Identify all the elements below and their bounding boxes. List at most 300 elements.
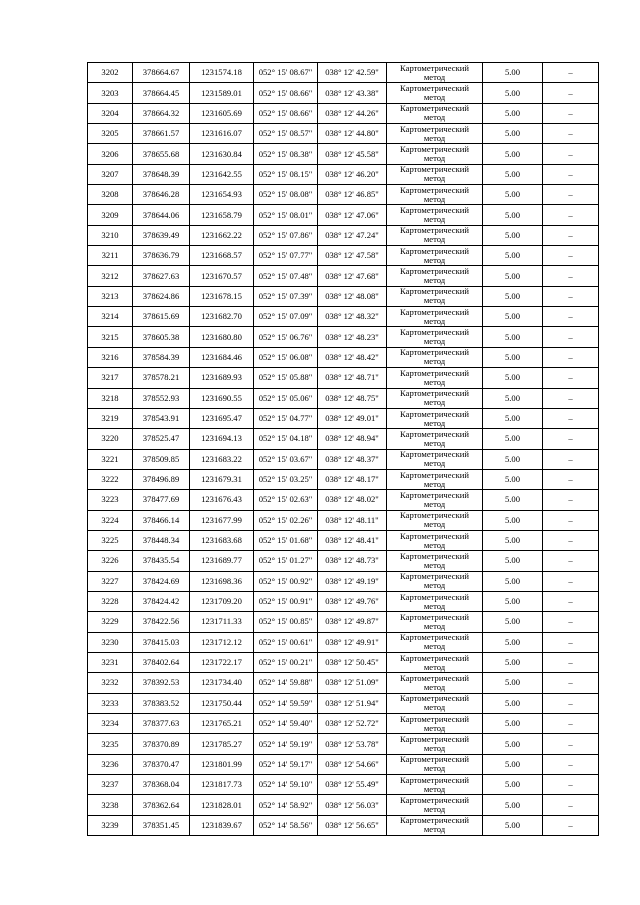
- method-text: метод: [423, 173, 446, 184]
- table-row: [88, 551, 599, 571]
- longitude-cell: 038° 12' 44.80": [318, 124, 387, 144]
- longitude-cell: 038° 12' 48.02": [318, 490, 387, 510]
- note-cell: –: [543, 347, 599, 367]
- table-row: [88, 327, 599, 347]
- point-number-cell: 3232: [88, 673, 133, 693]
- x-coordinate-cell: 378402.64: [133, 652, 190, 672]
- accuracy-cell: 5.00: [483, 815, 543, 835]
- x-coordinate-cell: 378509.85: [133, 449, 190, 469]
- y-coordinate-cell: 1231839.67: [190, 815, 254, 835]
- method-cell: [387, 673, 483, 693]
- note-cell: –: [543, 795, 599, 815]
- accuracy-cell: 5.00: [483, 185, 543, 205]
- longitude-cell: 038° 12' 48.75": [318, 388, 387, 408]
- note-cell: –: [543, 388, 599, 408]
- method-cell: [387, 693, 483, 713]
- point-number-cell: 3221: [88, 449, 133, 469]
- y-coordinate-cell: 1231670.57: [190, 266, 254, 286]
- latitude-cell: 052° 14' 59.40": [254, 714, 318, 734]
- latitude-cell: 052° 15' 02.26": [254, 510, 318, 530]
- longitude-cell: 038° 12' 48.73": [318, 551, 387, 571]
- x-coordinate-cell: 378584.39: [133, 347, 190, 367]
- y-coordinate-cell: 1231750.44: [190, 693, 254, 713]
- point-number-cell: 3204: [88, 103, 133, 123]
- note-cell: –: [543, 673, 599, 693]
- method-cell: [387, 388, 483, 408]
- x-coordinate-cell: 378448.34: [133, 530, 190, 550]
- note-cell: –: [543, 449, 599, 469]
- longitude-cell: 038° 12' 48.08": [318, 286, 387, 306]
- method-text: метод: [423, 295, 446, 306]
- method-text: метод: [423, 356, 446, 367]
- note-cell: –: [543, 591, 599, 611]
- method-cell: [387, 775, 483, 795]
- latitude-cell: 052° 15' 06.08": [254, 347, 318, 367]
- accuracy-cell: 5.00: [483, 693, 543, 713]
- method-text: Картометрический: [400, 205, 469, 216]
- method-text: метод: [423, 478, 446, 489]
- method-text: метод: [423, 214, 446, 225]
- table-row: [88, 571, 599, 591]
- table-row: [88, 734, 599, 754]
- accuracy-cell: 5.00: [483, 449, 543, 469]
- latitude-cell: 052° 14' 58.92": [254, 795, 318, 815]
- accuracy-cell: 5.00: [483, 103, 543, 123]
- x-coordinate-cell: 378525.47: [133, 429, 190, 449]
- latitude-cell: 052° 15' 03.67": [254, 449, 318, 469]
- method-text: Картометрический: [400, 347, 469, 358]
- note-cell: –: [543, 429, 599, 449]
- accuracy-cell: 5.00: [483, 388, 543, 408]
- latitude-cell: 052° 15' 01.27": [254, 551, 318, 571]
- accuracy-cell: 5.00: [483, 551, 543, 571]
- table-row: [88, 673, 599, 693]
- table-row: [88, 368, 599, 388]
- method-cell: [387, 327, 483, 347]
- latitude-cell: 052° 15' 08.01": [254, 205, 318, 225]
- y-coordinate-cell: 1231662.22: [190, 225, 254, 245]
- method-text: Картометрический: [400, 693, 469, 704]
- method-cell: [387, 83, 483, 103]
- point-number-cell: 3212: [88, 266, 133, 286]
- table-row: [88, 510, 599, 530]
- x-coordinate-cell: 378578.21: [133, 368, 190, 388]
- y-coordinate-cell: 1231684.46: [190, 347, 254, 367]
- x-coordinate-cell: 378368.04: [133, 775, 190, 795]
- y-coordinate-cell: 1231734.40: [190, 673, 254, 693]
- latitude-cell: 052° 15' 04.18": [254, 429, 318, 449]
- longitude-cell: 038° 12' 48.94": [318, 429, 387, 449]
- point-number-cell: 3203: [88, 83, 133, 103]
- table-row: [88, 388, 599, 408]
- point-number-cell: 3230: [88, 632, 133, 652]
- longitude-cell: 038° 12' 47.58": [318, 246, 387, 266]
- table-row: [88, 103, 599, 123]
- x-coordinate-cell: 378351.45: [133, 815, 190, 835]
- x-coordinate-cell: 378424.42: [133, 591, 190, 611]
- y-coordinate-cell: 1231695.47: [190, 408, 254, 428]
- longitude-cell: 038° 12' 46.85": [318, 185, 387, 205]
- latitude-cell: 052° 15' 08.67": [254, 63, 318, 83]
- latitude-cell: 052° 15' 06.76": [254, 327, 318, 347]
- method-text: Картометрический: [400, 571, 469, 582]
- point-number-cell: 3207: [88, 164, 133, 184]
- table-row: [88, 408, 599, 428]
- y-coordinate-cell: 1231694.13: [190, 429, 254, 449]
- method-text: Картометрический: [400, 286, 469, 297]
- accuracy-cell: 5.00: [483, 225, 543, 245]
- point-number-cell: 3206: [88, 144, 133, 164]
- accuracy-cell: 5.00: [483, 286, 543, 306]
- latitude-cell: 052° 15' 00.92": [254, 571, 318, 591]
- accuracy-cell: 5.00: [483, 205, 543, 225]
- longitude-cell: 038° 12' 48.71": [318, 368, 387, 388]
- method-text: метод: [423, 702, 446, 713]
- longitude-cell: 038° 12' 49.87": [318, 612, 387, 632]
- latitude-cell: 052° 15' 04.77": [254, 408, 318, 428]
- longitude-cell: 038° 12' 54.66": [318, 754, 387, 774]
- y-coordinate-cell: 1231642.55: [190, 164, 254, 184]
- method-text: Картометрический: [400, 266, 469, 277]
- method-text: Картометрический: [400, 225, 469, 236]
- latitude-cell: 052° 15' 00.21": [254, 652, 318, 672]
- note-cell: –: [543, 307, 599, 327]
- method-cell: [387, 754, 483, 774]
- longitude-cell: 038° 12' 42.59": [318, 63, 387, 83]
- method-text: Картометрический: [400, 795, 469, 806]
- method-cell: [387, 530, 483, 550]
- method-cell: [387, 469, 483, 489]
- method-cell: [387, 551, 483, 571]
- note-cell: –: [543, 144, 599, 164]
- y-coordinate-cell: 1231785.27: [190, 734, 254, 754]
- longitude-cell: 038° 12' 49.91": [318, 632, 387, 652]
- longitude-cell: 038° 12' 49.19": [318, 571, 387, 591]
- method-cell: [387, 652, 483, 672]
- point-number-cell: 3236: [88, 754, 133, 774]
- method-cell: [387, 591, 483, 611]
- method-text: метод: [423, 234, 446, 245]
- latitude-cell: 052° 14' 59.17": [254, 754, 318, 774]
- longitude-cell: 038° 12' 43.38": [318, 83, 387, 103]
- table-row: [88, 307, 599, 327]
- latitude-cell: 052° 15' 07.48": [254, 266, 318, 286]
- method-text: метод: [423, 824, 446, 835]
- latitude-cell: 052° 15' 08.38": [254, 144, 318, 164]
- note-cell: –: [543, 205, 599, 225]
- method-text: метод: [423, 132, 446, 143]
- point-number-cell: 3220: [88, 429, 133, 449]
- latitude-cell: 052° 14' 58.56": [254, 815, 318, 835]
- accuracy-cell: 5.00: [483, 652, 543, 672]
- method-cell: [387, 510, 483, 530]
- x-coordinate-cell: 378424.69: [133, 571, 190, 591]
- longitude-cell: 038° 12' 55.49": [318, 775, 387, 795]
- note-cell: –: [543, 815, 599, 835]
- method-text: Картометрический: [400, 591, 469, 602]
- point-number-cell: 3209: [88, 205, 133, 225]
- table-row: [88, 246, 599, 266]
- latitude-cell: 052° 15' 07.09": [254, 307, 318, 327]
- x-coordinate-cell: 378383.52: [133, 693, 190, 713]
- method-text: Картометрический: [400, 469, 469, 480]
- note-cell: –: [543, 124, 599, 144]
- method-text: метод: [423, 153, 446, 164]
- x-coordinate-cell: 378655.68: [133, 144, 190, 164]
- method-cell: [387, 63, 483, 83]
- longitude-cell: 038° 12' 47.24": [318, 225, 387, 245]
- latitude-cell: 052° 15' 03.25": [254, 469, 318, 489]
- method-cell: [387, 815, 483, 835]
- x-coordinate-cell: 378370.47: [133, 754, 190, 774]
- longitude-cell: 038° 12' 49.01": [318, 408, 387, 428]
- note-cell: –: [543, 530, 599, 550]
- longitude-cell: 038° 12' 47.68": [318, 266, 387, 286]
- x-coordinate-cell: 378646.28: [133, 185, 190, 205]
- accuracy-cell: 5.00: [483, 490, 543, 510]
- note-cell: –: [543, 286, 599, 306]
- latitude-cell: 052° 15' 07.77": [254, 246, 318, 266]
- method-text: Картометрический: [400, 774, 469, 785]
- longitude-cell: 038° 12' 48.23": [318, 327, 387, 347]
- point-number-cell: 3239: [88, 815, 133, 835]
- note-cell: –: [543, 266, 599, 286]
- table-row: [88, 83, 599, 103]
- note-cell: –: [543, 652, 599, 672]
- point-number-cell: 3211: [88, 246, 133, 266]
- point-number-cell: 3213: [88, 286, 133, 306]
- table-row: [88, 225, 599, 245]
- x-coordinate-cell: 378664.32: [133, 103, 190, 123]
- table-row: [88, 714, 599, 734]
- method-cell: [387, 347, 483, 367]
- method-cell: [387, 408, 483, 428]
- method-text: Картометрический: [400, 306, 469, 317]
- method-text: Картометрический: [400, 815, 469, 826]
- latitude-cell: 052° 15' 05.88": [254, 368, 318, 388]
- y-coordinate-cell: 1231683.68: [190, 530, 254, 550]
- y-coordinate-cell: 1231689.93: [190, 368, 254, 388]
- note-cell: –: [543, 490, 599, 510]
- x-coordinate-cell: 378615.69: [133, 307, 190, 327]
- accuracy-cell: 5.00: [483, 795, 543, 815]
- longitude-cell: 038° 12' 48.17": [318, 469, 387, 489]
- method-text: Картометрический: [400, 489, 469, 500]
- x-coordinate-cell: 378661.57: [133, 124, 190, 144]
- longitude-cell: 038° 12' 47.06": [318, 205, 387, 225]
- table-row: [88, 490, 599, 510]
- method-text: Картометрический: [400, 83, 469, 94]
- method-text: Картометрический: [400, 652, 469, 663]
- y-coordinate-cell: 1231689.77: [190, 551, 254, 571]
- y-coordinate-cell: 1231616.07: [190, 124, 254, 144]
- accuracy-cell: 5.00: [483, 83, 543, 103]
- table-row: [88, 164, 599, 184]
- point-number-cell: 3223: [88, 490, 133, 510]
- method-cell: [387, 185, 483, 205]
- method-text: метод: [423, 397, 446, 408]
- note-cell: –: [543, 734, 599, 754]
- y-coordinate-cell: 1231680.80: [190, 327, 254, 347]
- x-coordinate-cell: 378477.69: [133, 490, 190, 510]
- method-text: Картометрический: [400, 449, 469, 460]
- method-text: метод: [423, 519, 446, 530]
- method-text: Картометрический: [400, 428, 469, 439]
- note-cell: –: [543, 754, 599, 774]
- table-row: [88, 347, 599, 367]
- x-coordinate-cell: 378644.06: [133, 205, 190, 225]
- y-coordinate-cell: 1231683.22: [190, 449, 254, 469]
- y-coordinate-cell: 1231679.31: [190, 469, 254, 489]
- accuracy-cell: 5.00: [483, 368, 543, 388]
- longitude-cell: 038° 12' 52.72": [318, 714, 387, 734]
- y-coordinate-cell: 1231711.33: [190, 612, 254, 632]
- table-row: [88, 612, 599, 632]
- accuracy-cell: 5.00: [483, 673, 543, 693]
- table-row: [88, 286, 599, 306]
- point-number-cell: 3238: [88, 795, 133, 815]
- method-cell: [387, 795, 483, 815]
- method-text: Картометрический: [400, 327, 469, 338]
- method-text: Картометрический: [400, 530, 469, 541]
- method-text: Картометрический: [400, 672, 469, 683]
- latitude-cell: 052° 14' 59.10": [254, 775, 318, 795]
- y-coordinate-cell: 1231698.36: [190, 571, 254, 591]
- latitude-cell: 052° 14' 59.59": [254, 693, 318, 713]
- accuracy-cell: 5.00: [483, 571, 543, 591]
- method-cell: [387, 734, 483, 754]
- latitude-cell: 052° 15' 07.86": [254, 225, 318, 245]
- point-number-cell: 3235: [88, 734, 133, 754]
- method-text: метод: [423, 580, 446, 591]
- method-text: Картометрический: [400, 144, 469, 155]
- method-cell: [387, 266, 483, 286]
- note-cell: –: [543, 164, 599, 184]
- latitude-cell: 052° 15' 07.39": [254, 286, 318, 306]
- latitude-cell: 052° 15' 08.15": [254, 164, 318, 184]
- note-cell: –: [543, 408, 599, 428]
- point-number-cell: 3216: [88, 347, 133, 367]
- x-coordinate-cell: 378639.49: [133, 225, 190, 245]
- table-row: [88, 185, 599, 205]
- longitude-cell: 038° 12' 46.20": [318, 164, 387, 184]
- point-number-cell: 3210: [88, 225, 133, 245]
- longitude-cell: 038° 12' 51.09": [318, 673, 387, 693]
- accuracy-cell: 5.00: [483, 714, 543, 734]
- accuracy-cell: 5.00: [483, 775, 543, 795]
- note-cell: –: [543, 612, 599, 632]
- y-coordinate-cell: 1231690.55: [190, 388, 254, 408]
- method-text: метод: [423, 71, 446, 82]
- x-coordinate-cell: 378664.45: [133, 83, 190, 103]
- accuracy-cell: 5.00: [483, 144, 543, 164]
- method-cell: [387, 490, 483, 510]
- note-cell: –: [543, 63, 599, 83]
- y-coordinate-cell: 1231765.21: [190, 714, 254, 734]
- table-row: [88, 754, 599, 774]
- note-cell: –: [543, 571, 599, 591]
- latitude-cell: 052° 14' 59.19": [254, 734, 318, 754]
- y-coordinate-cell: 1231801.99: [190, 754, 254, 774]
- method-text: метод: [423, 458, 446, 469]
- accuracy-cell: 5.00: [483, 347, 543, 367]
- method-text: Картометрический: [400, 713, 469, 724]
- latitude-cell: 052° 15' 02.63": [254, 490, 318, 510]
- latitude-cell: 052° 14' 59.88": [254, 673, 318, 693]
- method-text: Картометрический: [400, 550, 469, 561]
- table-body: [88, 63, 599, 836]
- point-number-cell: 3222: [88, 469, 133, 489]
- method-text: метод: [423, 498, 446, 509]
- point-number-cell: 3208: [88, 185, 133, 205]
- longitude-cell: 038° 12' 45.58": [318, 144, 387, 164]
- point-number-cell: 3202: [88, 63, 133, 83]
- table-row: [88, 469, 599, 489]
- y-coordinate-cell: 1231682.70: [190, 307, 254, 327]
- method-cell: [387, 246, 483, 266]
- method-text: Картометрический: [400, 62, 469, 73]
- x-coordinate-cell: 378648.39: [133, 164, 190, 184]
- method-text: метод: [423, 722, 446, 733]
- longitude-cell: 038° 12' 49.76": [318, 591, 387, 611]
- method-text: метод: [423, 376, 446, 387]
- table-row: [88, 429, 599, 449]
- y-coordinate-cell: 1231828.01: [190, 795, 254, 815]
- table-row: [88, 205, 599, 225]
- point-number-cell: 3219: [88, 408, 133, 428]
- method-cell: [387, 714, 483, 734]
- y-coordinate-cell: 1231712.12: [190, 632, 254, 652]
- note-cell: –: [543, 225, 599, 245]
- latitude-cell: 052° 15' 01.68": [254, 530, 318, 550]
- method-cell: [387, 164, 483, 184]
- method-text: метод: [423, 559, 446, 570]
- x-coordinate-cell: 378415.03: [133, 632, 190, 652]
- accuracy-cell: 5.00: [483, 408, 543, 428]
- note-cell: –: [543, 693, 599, 713]
- accuracy-cell: 5.00: [483, 734, 543, 754]
- note-cell: –: [543, 714, 599, 734]
- x-coordinate-cell: 378392.53: [133, 673, 190, 693]
- method-cell: [387, 612, 483, 632]
- accuracy-cell: 5.00: [483, 124, 543, 144]
- x-coordinate-cell: 378362.64: [133, 795, 190, 815]
- accuracy-cell: 5.00: [483, 754, 543, 774]
- y-coordinate-cell: 1231654.93: [190, 185, 254, 205]
- y-coordinate-cell: 1231722.17: [190, 652, 254, 672]
- accuracy-cell: 5.00: [483, 246, 543, 266]
- latitude-cell: 052° 15' 00.61": [254, 632, 318, 652]
- note-cell: –: [543, 185, 599, 205]
- method-text: Картометрический: [400, 123, 469, 134]
- table-row: [88, 652, 599, 672]
- point-number-cell: 3225: [88, 530, 133, 550]
- table-row: [88, 815, 599, 835]
- y-coordinate-cell: 1231630.84: [190, 144, 254, 164]
- longitude-cell: 038° 12' 56.03": [318, 795, 387, 815]
- x-coordinate-cell: 378605.38: [133, 327, 190, 347]
- method-text: метод: [423, 539, 446, 550]
- x-coordinate-cell: 378664.67: [133, 63, 190, 83]
- method-text: метод: [423, 437, 446, 448]
- table-row: [88, 63, 599, 83]
- method-cell: [387, 449, 483, 469]
- method-cell: [387, 368, 483, 388]
- accuracy-cell: 5.00: [483, 591, 543, 611]
- latitude-cell: 052° 15' 00.91": [254, 591, 318, 611]
- x-coordinate-cell: 378377.63: [133, 714, 190, 734]
- method-text: Картометрический: [400, 103, 469, 114]
